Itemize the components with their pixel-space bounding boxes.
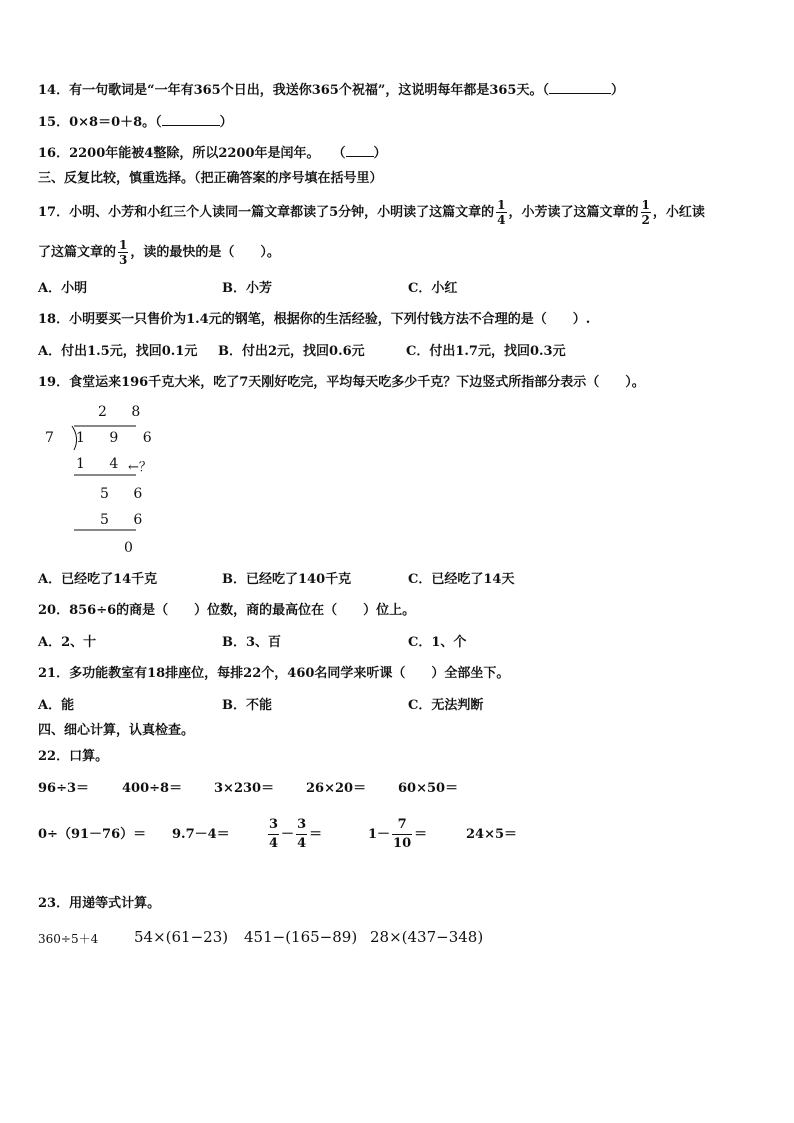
question-17-line2: 了这篇文章的 $\frac{1}{3}$ ，读的最快的是（ ）。 bbox=[38, 238, 280, 267]
division-step-1: 1 4 bbox=[76, 456, 129, 472]
question-21-text: 21．多功能教室有18排座位，每排22个，460名同学来听课（ ）全部坐下。 bbox=[38, 666, 510, 681]
calc-item: 400÷8＝ bbox=[122, 781, 183, 796]
q19-option-c[interactable]: C．已经吃了14天 bbox=[408, 572, 515, 587]
fraction-one-third: $\frac{1}{3}$ bbox=[119, 238, 128, 267]
q19-option-a[interactable]: A．已经吃了14千克 bbox=[38, 572, 158, 587]
question-16: 16．2200年能被4整除，所以2200年是闰年。 （ ） bbox=[38, 146, 387, 161]
division-quotient: 2 8 bbox=[98, 404, 151, 420]
question-18-text: 18．小明要买一只售价为1.4元的钢笔，根据你的生活经验，下列付钱方法不合理的是（ ）. bbox=[38, 312, 591, 327]
calc-item: 3×230＝ bbox=[214, 781, 275, 796]
q21-option-c[interactable]: C．无法判断 bbox=[408, 698, 484, 713]
calc-item: 26×20＝ bbox=[306, 781, 367, 796]
division-step-3: 5 6 bbox=[100, 512, 153, 528]
calc-item: 96÷3＝ bbox=[38, 781, 90, 796]
q17-option-c[interactable]: C．小红 bbox=[408, 281, 458, 296]
question-17-line1: 17．小明、小芳和小红三个人读同一篇文章都读了5分钟，小明读了这篇文章的 $\frac{1}{4}$ ，小芳读了这篇文章的 $\frac{1}{2}$ ，小红读 bbox=[38, 198, 705, 227]
question-23-title: 23．用递等式计算。 bbox=[38, 896, 161, 911]
q18-option-a[interactable]: A．付出1.5元，找回0.1元 bbox=[38, 344, 198, 359]
expression-2: 54×(61−23) bbox=[134, 928, 229, 946]
question-19-text: 19．食堂运来196千克大米，吃了7天刚好吃完，平均每天吃多少千克？下边竖式所指部分表示（ ）。 bbox=[38, 375, 645, 390]
q17-option-b[interactable]: B．小芳 bbox=[222, 281, 272, 296]
fraction-one-half: $\frac{1}{2}$ bbox=[641, 198, 650, 227]
division-divisor: 7 bbox=[45, 430, 54, 446]
calc-item-fraction-subtraction: $\frac{3}{4}$ － $\frac{3}{4}$ ＝ bbox=[269, 817, 323, 851]
expression-4: 28×(437−348) bbox=[370, 928, 484, 946]
question-14: 14．有一句歌词是“一年有365个日出，我送你365个祝福”，这说明每年都是365天。（ ） bbox=[38, 83, 624, 98]
question-15: 15．0×8＝0＋8。（ ） bbox=[38, 115, 233, 130]
expression-1: 360÷5＋4 bbox=[38, 932, 99, 946]
calc-item: 9.7－4＝ bbox=[172, 827, 230, 842]
calc-item: 0÷（91－76）＝ bbox=[38, 827, 147, 842]
q19-option-b[interactable]: B．已经吃了140千克 bbox=[222, 572, 352, 587]
section-3-heading: 三、反复比较，慎重选择。（把正确答案的序号填在括号里） bbox=[38, 171, 383, 186]
calc-item: 60×50＝ bbox=[398, 781, 459, 796]
question-16-text: 16．2200年能被4整除，所以2200年是闰年。 （ bbox=[38, 146, 346, 161]
q20-option-a[interactable]: A．2、十 bbox=[38, 635, 97, 650]
question-22-title: 22．口算。 bbox=[38, 749, 109, 764]
question-14-text: 14．有一句歌词是“一年有365个日出，我送你365个祝福”，这说明每年都是365天。（ bbox=[38, 83, 549, 98]
q17-option-a[interactable]: A．小明 bbox=[38, 281, 88, 296]
long-division bbox=[38, 400, 198, 560]
arrow-question-icon: ←？ bbox=[128, 460, 152, 475]
q20-option-c[interactable]: C．1、个 bbox=[408, 635, 467, 650]
expression-3: 451−(165−89) bbox=[244, 928, 358, 946]
answer-blank[interactable] bbox=[162, 114, 220, 126]
question-15-text: 15．0×8＝0＋8。（ bbox=[38, 115, 162, 130]
q18-option-c[interactable]: C．付出1.7元，找回0.3元 bbox=[406, 344, 566, 359]
calc-item: 24×5＝ bbox=[466, 827, 518, 842]
division-step-2: 5 6 bbox=[100, 486, 153, 502]
q21-option-b[interactable]: B．不能 bbox=[222, 698, 272, 713]
answer-blank[interactable] bbox=[549, 82, 611, 94]
q18-option-b[interactable]: B．付出2元，找回0.6元 bbox=[218, 344, 365, 359]
division-dividend: 1 9 6 bbox=[76, 430, 162, 446]
q20-option-b[interactable]: B．3、百 bbox=[222, 635, 282, 650]
division-bracket bbox=[38, 400, 198, 560]
question-20-text: 20．856÷6的商是（ ）位数，商的最高位在（ ）位上。 bbox=[38, 603, 416, 618]
calc-item-one-minus-fraction: 1－ $\frac{7}{10}$ ＝ bbox=[368, 817, 428, 851]
fraction-one-quarter: $\frac{1}{4}$ bbox=[497, 198, 506, 227]
section-4-heading: 四、细心计算，认真检查。 bbox=[38, 723, 195, 738]
division-remainder: 0 bbox=[124, 540, 143, 556]
q21-option-a[interactable]: A．能 bbox=[38, 698, 75, 713]
answer-blank[interactable] bbox=[346, 145, 374, 157]
